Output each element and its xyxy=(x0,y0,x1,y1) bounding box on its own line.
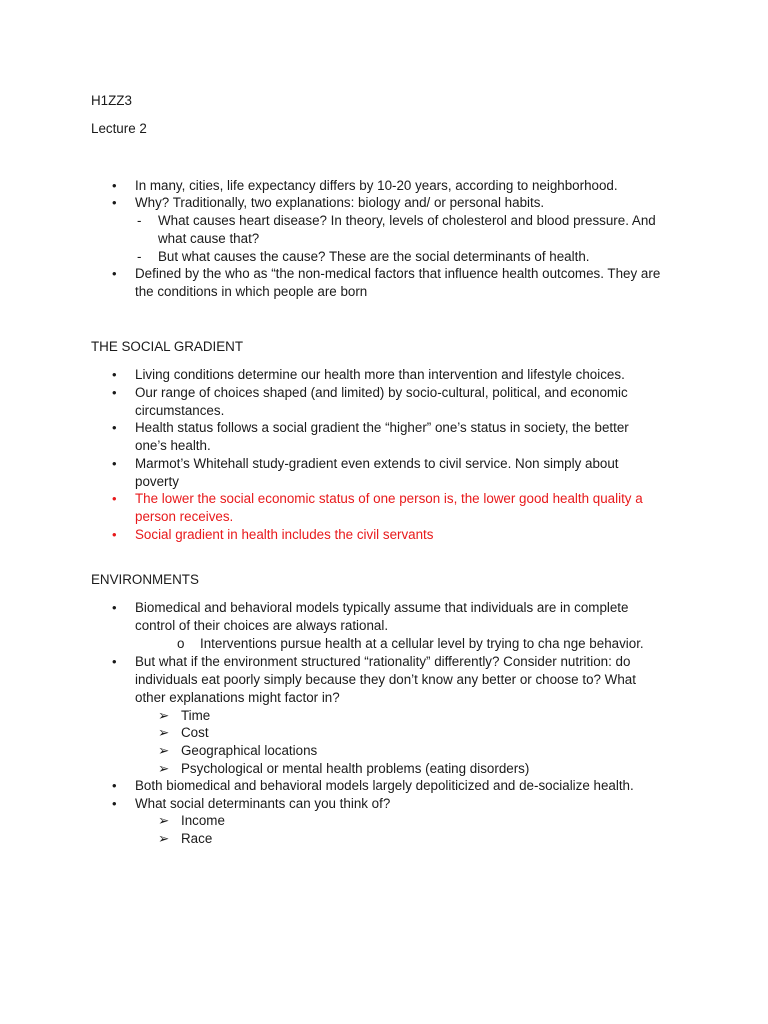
list-item: circumstances. xyxy=(135,403,225,418)
sub-list-item: What causes heart disease? In theory, levels of cholesterol and blood pressure. And xyxy=(158,213,656,228)
section-heading-environments: ENVIRONMENTS xyxy=(91,572,199,587)
sub-list-item: Interventions pursue health at a cellular level by trying to cha nge behavior. xyxy=(200,636,644,651)
list-item: Marmot’s Whitehall study-gradient even extends to civil service. Non simply about xyxy=(135,456,619,471)
sub-list-item: Cost xyxy=(181,725,209,740)
bullet-icon: • xyxy=(112,456,117,471)
list-item: Defined by the who as “the non-medical factors that influence health outcomes. They are xyxy=(135,266,661,281)
list-item: Biomedical and behavioral models typically assume that individuals are in complete xyxy=(135,600,629,615)
section-heading-social-gradient: THE SOCIAL GRADIENT xyxy=(91,339,244,354)
list-item: other explanations might factor in? xyxy=(135,690,340,705)
dash-marker: - xyxy=(137,213,142,228)
bullet-icon: • xyxy=(112,491,117,506)
sub-list-item: Race xyxy=(181,831,213,846)
course-code: H1ZZ3 xyxy=(91,93,132,108)
highlighted-list-item: The lower the social economic status of one person is, the lower good health quality a xyxy=(135,491,643,506)
bullet-icon: • xyxy=(112,195,117,210)
list-item: Living conditions determine our health more than intervention and lifestyle choices. xyxy=(135,367,625,382)
list-item: the conditions in which people are born xyxy=(135,284,368,299)
lecture-title: Lecture 2 xyxy=(91,121,147,136)
highlighted-list-item: Social gradient in health includes the civil servants xyxy=(135,527,434,542)
list-item: Why? Traditionally, two explanations: biology and/ or personal habits. xyxy=(135,195,545,210)
arrow-bullet-icon: ➢ xyxy=(158,743,170,758)
arrow-bullet-icon: ➢ xyxy=(158,813,170,828)
list-item: In many, cities, life expectancy differs by 10-20 years, according to neighborhood. xyxy=(135,178,618,193)
arrow-bullet-icon: ➢ xyxy=(158,725,170,740)
list-item: What social determinants can you think of? xyxy=(135,796,391,811)
highlighted-list-item: person receives. xyxy=(135,509,234,524)
list-item: control of their choices are always rational. xyxy=(135,618,389,633)
bullet-icon: • xyxy=(112,385,117,400)
bullet-icon: • xyxy=(112,796,117,811)
bullet-icon: • xyxy=(112,654,117,669)
sub-list-item: Income xyxy=(181,813,225,828)
list-item: poverty xyxy=(135,474,179,489)
list-item: Health status follows a social gradient the “higher” one’s status in society, the better xyxy=(135,420,629,435)
sub-list-item: what cause that? xyxy=(158,231,260,246)
list-item: one’s health. xyxy=(135,438,211,453)
list-item: But what if the environment structured “rationality” differently? Consider nutrition: do xyxy=(135,654,631,669)
sub-list-item: Time xyxy=(181,708,211,723)
circle-marker: o xyxy=(177,636,185,651)
arrow-bullet-icon: ➢ xyxy=(158,831,170,846)
arrow-bullet-icon: ➢ xyxy=(158,761,170,776)
sub-list-item: But what causes the cause? These are the social determinants of health. xyxy=(158,249,590,264)
bullet-icon: • xyxy=(112,600,117,615)
sub-list-item: Psychological or mental health problems (eating disorders) xyxy=(181,761,530,776)
list-item: Both biomedical and behavioral models largely depoliticized and de-socialize health. xyxy=(135,778,634,793)
bullet-icon: • xyxy=(112,178,117,193)
bullet-icon: • xyxy=(112,527,117,542)
list-item: individuals eat poorly simply because they don’t know any better or choose to? What xyxy=(135,672,636,687)
dash-marker: - xyxy=(137,249,142,264)
arrow-bullet-icon: ➢ xyxy=(158,708,170,723)
bullet-icon: • xyxy=(112,778,117,793)
sub-list-item: Geographical locations xyxy=(181,743,318,758)
list-item: Our range of choices shaped (and limited) by socio-cultural, political, and economic xyxy=(135,385,628,400)
bullet-icon: • xyxy=(112,367,117,382)
bullet-icon: • xyxy=(112,420,117,435)
bullet-icon: • xyxy=(112,266,117,281)
